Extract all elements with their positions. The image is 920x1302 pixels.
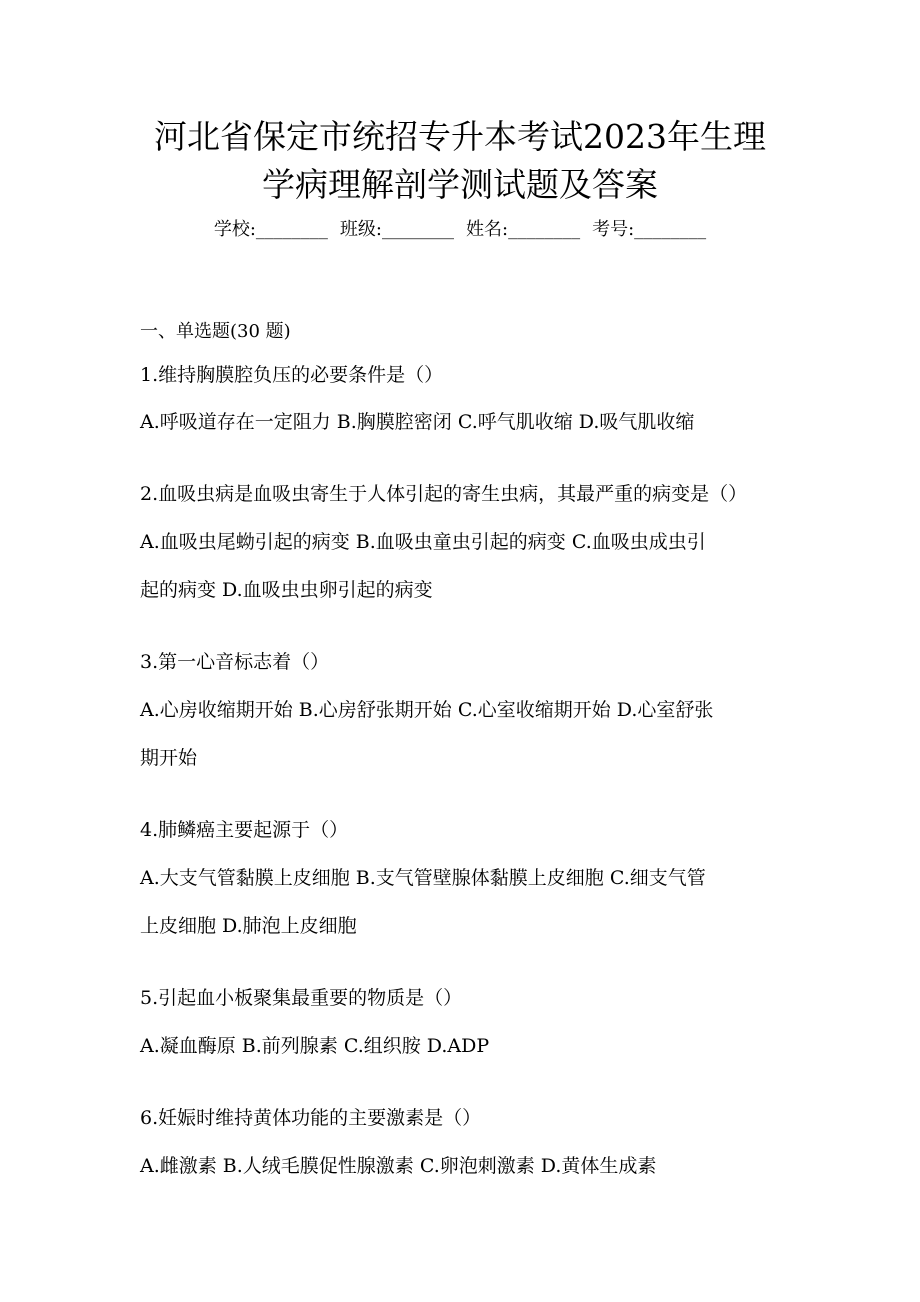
question-6-options: A.雌激素 B.人绒毛膜促性腺激素 C.卵泡刺激素 D.黄体生成素 <box>140 1155 657 1177</box>
student-info-row <box>0 216 920 244</box>
question-4-options-line-1: A.大支气管黏膜上皮细胞 B.支气管壁腺体黏膜上皮细胞 C.细支气管 <box>140 867 706 889</box>
name-field: 姓名:________ <box>466 219 581 240</box>
exam-number-field: 考号:________ <box>592 219 707 240</box>
question-4-options-line-2: 上皮细胞 D.肺泡上皮细胞 <box>140 915 357 937</box>
question-5-stem: 5.引起血小板聚集最重要的物质是（） <box>140 987 463 1009</box>
question-3-options-line-2: 期开始 <box>140 747 198 769</box>
question-4-stem: 4.肺鳞癌主要起源于（） <box>140 819 349 841</box>
class-field: 班级:________ <box>339 219 454 240</box>
question-2-stem: 2.血吸虫病是血吸虫寄生于人体引起的寄生虫病，其最严重的病变是（） <box>140 483 748 505</box>
page-title-line-1: 河北省保定市统招专升本考试2023年生理 <box>154 117 766 156</box>
question-1-options: A.呼吸道存在一定阻力 B.胸膜腔密闭 C.呼气肌收缩 D.吸气肌收缩 <box>140 411 695 433</box>
question-3-options-line-1: A.心房收缩期开始 B.心房舒张期开始 C.心室收缩期开始 D.心室舒张 <box>140 699 714 721</box>
page-title-line-2: 学病理解剖学测试题及答案 <box>262 165 658 204</box>
question-3-stem: 3.第一心音标志着（） <box>140 651 330 673</box>
question-6-stem: 6.妊娠时维持黄体功能的主要激素是（） <box>140 1107 482 1129</box>
section-heading: 一、单选题(30 题) <box>140 321 291 342</box>
school-field: 学校:________ <box>213 219 328 240</box>
question-1-stem: 1.维持胸膜腔负压的必要条件是（） <box>140 364 444 386</box>
question-2-options-line-2: 起的病变 D.血吸虫虫卵引起的病变 <box>140 579 433 601</box>
question-5-options: A.凝血酶原 B.前列腺素 C.组织胺 D.ADP <box>140 1035 490 1057</box>
question-2-options-line-1: A.血吸虫尾蚴引起的病变 B.血吸虫童虫引起的病变 C.血吸虫成虫引 <box>140 531 706 553</box>
